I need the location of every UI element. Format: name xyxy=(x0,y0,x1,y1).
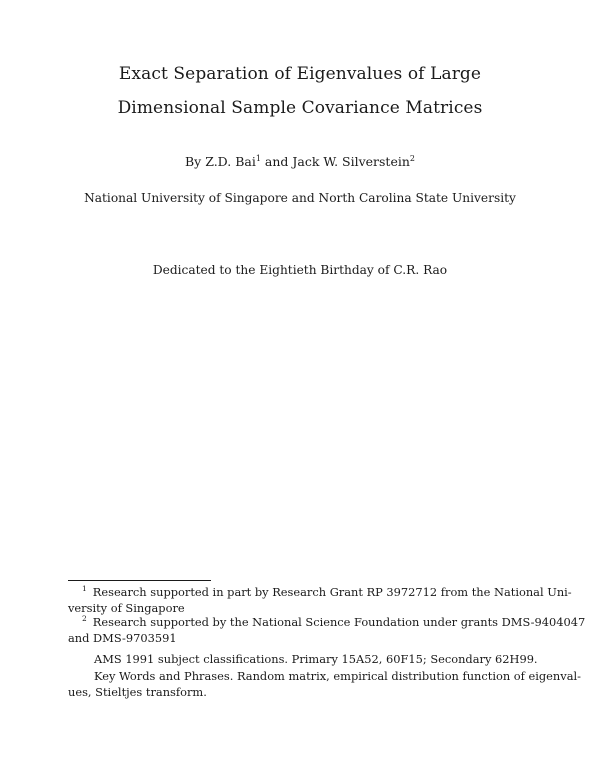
footnote-1-text-1: Research supported in part by Research Grant RP 3972712 from the National Uni- xyxy=(92,585,572,599)
footnote-2-text-1: Research supported by the National Science Foundation under grants DMS-9404047 xyxy=(92,615,586,629)
author-prefix: By xyxy=(185,154,206,169)
author-line xyxy=(0,154,600,169)
footnote-1 xyxy=(68,584,572,616)
keywords-line-2: ues, Stieltjes transform. xyxy=(68,685,207,699)
footnote-rule xyxy=(68,580,211,581)
affiliation: National University of Singapore and North Carolina State University xyxy=(84,191,516,205)
keywords-line-1: Key Words and Phrases. Random matrix, empirical distribution function of eigenval- xyxy=(94,669,581,683)
footnote-2-line-1 xyxy=(68,614,586,630)
keywords xyxy=(68,668,581,700)
footnote-2 xyxy=(68,614,586,646)
author-silverstein-footnote-mark: 2 xyxy=(409,154,415,163)
author-bai: Z.D. Bai xyxy=(205,154,256,169)
footnote-1-line-1 xyxy=(68,584,572,600)
dedication: Dedicated to the Eightieth Birthday of C.R. Rao xyxy=(152,263,448,277)
author-conjunction: and xyxy=(260,154,293,169)
author-silverstein: Jack W. Silverstein xyxy=(292,154,410,169)
ams-classification xyxy=(68,651,538,667)
author-bai-footnote-mark: 1 xyxy=(255,154,261,163)
footnote-2-mark: 2 xyxy=(82,614,87,623)
footnote-1-mark: 1 xyxy=(82,584,87,593)
title-line-1: Exact Separation of Eigenvalues of Large xyxy=(118,64,482,84)
ams-classification-text: AMS 1991 subject classifications. Primary 15A52, 60F15; Secondary 62H99. xyxy=(94,652,538,666)
title-line-2: Dimensional Sample Covariance Matrices xyxy=(117,98,483,118)
footnote-1-line-2: versity of Singapore xyxy=(68,601,185,615)
footnote-2-line-2: and DMS-9703591 xyxy=(68,631,177,645)
